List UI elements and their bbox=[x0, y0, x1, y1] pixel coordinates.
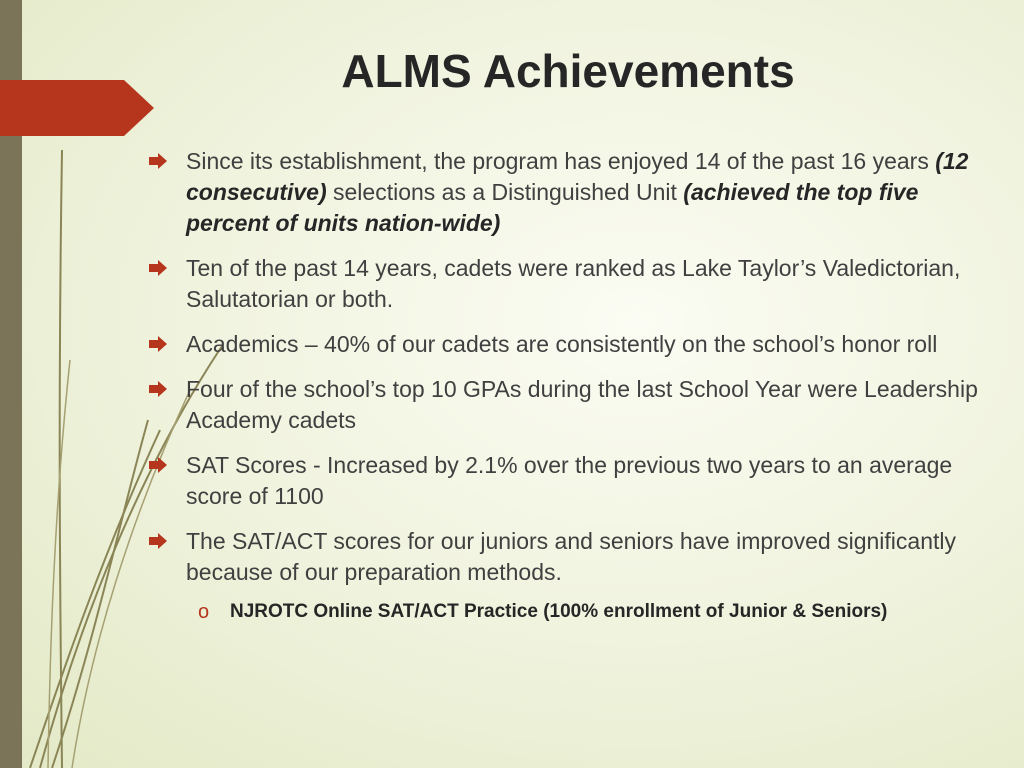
accent-tab bbox=[0, 80, 154, 136]
bullet-item-5 bbox=[148, 450, 994, 512]
bullet-item-4 bbox=[148, 374, 994, 436]
bullet-text: Ten of the past 14 years, cadets were ranked as Lake Taylor’s Valedictorian, Salutatorian or both. bbox=[186, 255, 961, 312]
bullet-item-1 bbox=[148, 146, 994, 239]
bullet-list bbox=[148, 146, 994, 626]
arrow-right-icon bbox=[148, 258, 168, 278]
arrow-right-icon bbox=[148, 455, 168, 475]
sub-bullet-item-1 bbox=[186, 598, 994, 626]
bullet-text: selections as a Distinguished Unit bbox=[326, 179, 684, 205]
arrow-right-icon bbox=[148, 531, 168, 551]
arrow-right-icon bbox=[148, 151, 168, 171]
bullet-item-6 bbox=[148, 526, 994, 588]
bullet-item-3 bbox=[148, 329, 994, 360]
bullet-text: Since its establishment, the program has enjoyed 14 of the past 16 years bbox=[186, 148, 936, 174]
bullet-emphasis: (12 consecutive) bbox=[186, 148, 969, 205]
slide-title: ALMS Achievements bbox=[341, 45, 795, 97]
bullet-text: Four of the school’s top 10 GPAs during the last School Year were Leadership Academy cadets bbox=[186, 376, 978, 433]
arrow-right-icon bbox=[148, 334, 168, 354]
bullet-text: Academics – 40% of our cadets are consistently on the school’s honor roll bbox=[186, 331, 938, 357]
bullet-text: SAT Scores - Increased by 2.1% over the previous two years to an average score of 1100 bbox=[186, 452, 953, 509]
bullet-item-2 bbox=[148, 253, 994, 315]
sub-bullet-marker: o bbox=[198, 601, 210, 623]
bullet-emphasis: (achieved the top five percent of units nation-wide) bbox=[186, 179, 919, 236]
sub-bullet-text: NJROTC Online SAT/ACT Practice (100% enrollment of Junior & Seniors) bbox=[230, 601, 888, 622]
arrow-right-icon bbox=[148, 379, 168, 399]
bullet-text: The SAT/ACT scores for our juniors and seniors have improved significantly because of our preparation methods. bbox=[186, 528, 956, 585]
